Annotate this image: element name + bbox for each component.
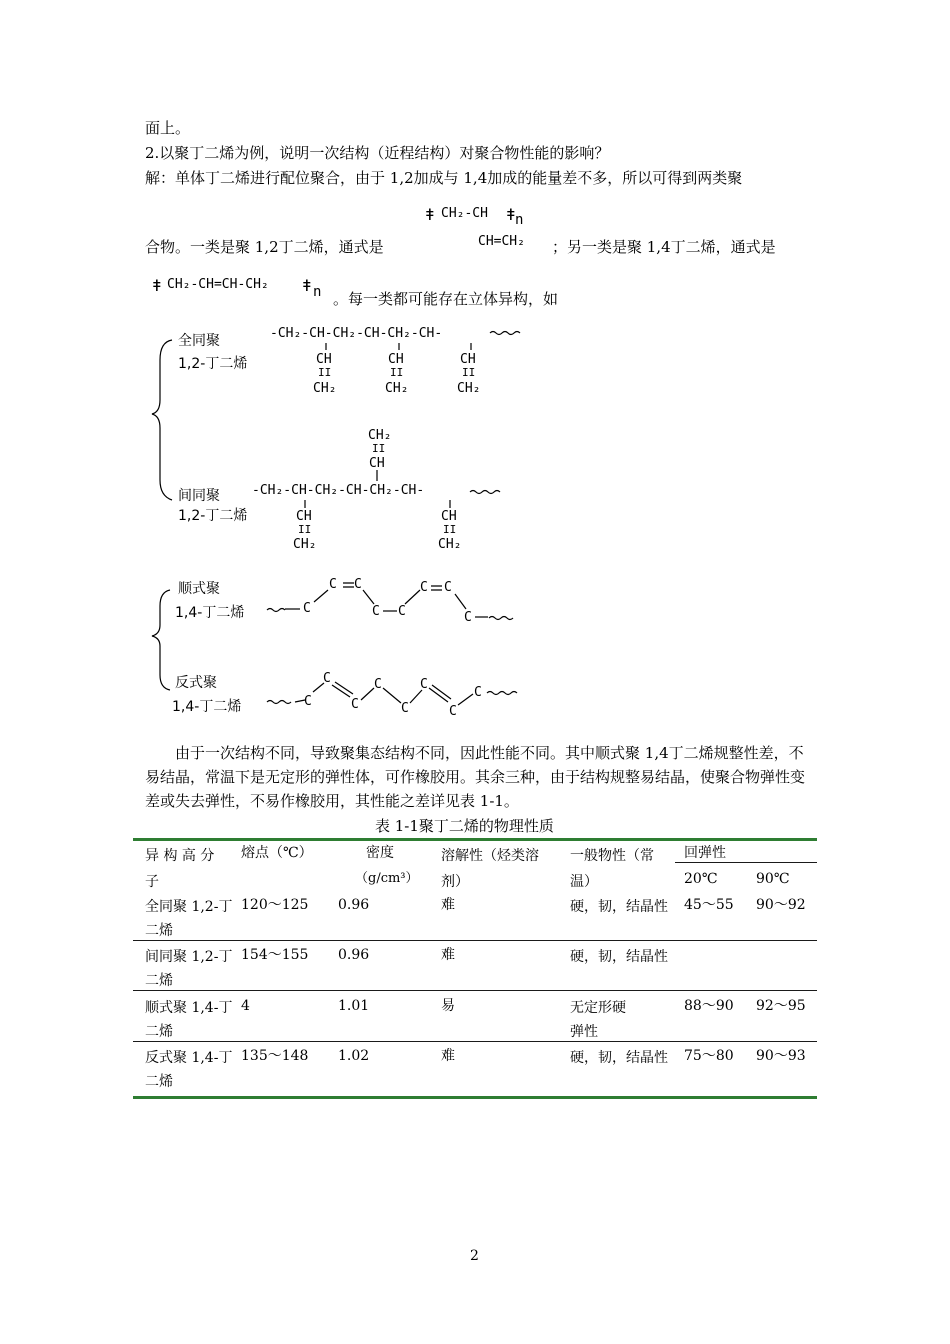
syn-ch-1: CH [296,509,312,524]
cell-solubility: 难 [441,897,455,913]
cell-density: 0.96 [338,897,370,913]
cell-density: 1.01 [338,998,370,1014]
brace-14 [152,590,170,690]
header-general: 一般物性（常温） [570,848,654,890]
cell-solubility: 易 [441,998,455,1014]
formula-14-n: n [313,284,322,300]
iso-ch-3: CH [460,352,476,367]
cis-c3: C [354,577,362,592]
cell-name: 全同聚 1,2-丁二烯 [145,899,233,939]
trans-c6: C [420,677,428,692]
label-cis-sub: 1,4-丁二烯 [175,605,245,621]
brace-12 [152,340,172,500]
trans-c3: C [351,697,359,712]
iso-dbl-2: II [390,366,404,379]
cell-general: 硬，韧，结晶性 [570,899,668,915]
syn-top-dbl: II [372,442,386,455]
question-2: 2.以聚丁二烯为例，说明一次结构（近程结构）对聚合物性能的影响？ [145,144,610,162]
header-density-unit: （g/cm³） [355,871,419,886]
header-20c: 20℃ [684,871,718,887]
header-mp: 熔点（℃） [241,845,313,861]
iso-ch2-3: CH₂ [457,381,481,396]
iso-ch2-1: CH₂ [313,381,337,396]
iso-ch-2: CH [388,352,404,367]
formula-12-n: n [515,212,524,228]
cis-c2: C [329,577,337,592]
header-isomer: 异 构 高 分 子 [145,848,215,890]
cell-density: 1.02 [338,1048,370,1064]
syn-top-ch: CH [369,456,385,471]
iso-ch-1: CH [316,352,332,367]
formula-14-bracket-right: ǂ [302,276,312,295]
syn-ch2-2: CH₂ [438,537,462,552]
label-isotactic: 全同聚 [178,333,220,349]
formula-bracket-left: ǂ [425,205,435,224]
trans-c1: C [304,694,312,709]
formula-bracket-right: ǂ [506,205,516,224]
cis-c1: C [303,601,311,616]
answer-line-2a: 合物。一类是聚 1,2丁二烯，通式是 [145,238,384,256]
label-syndiotactic-sub: 1,2-丁二烯 [178,508,248,524]
header-solubility: 溶解性（烃类溶剂） [441,848,539,890]
syn-top-ch2: CH₂ [368,428,392,443]
isotactic-chain: -CH₂-CH-CH₂-CH-CH₂-CH- [270,326,443,341]
formula-14-bracket-left: ǂ [152,276,162,295]
answer-line-3: 。每一类都可能存在立体异构，如 [333,290,559,308]
trans-c8: C [474,685,482,700]
syn-dbl-1: II [298,523,312,536]
cell-general: 无定形硬弹性 [570,1000,626,1040]
table-bottom-rule [133,1096,817,1099]
syn-dbl-2: II [443,523,457,536]
cell-mp: 135～148 [241,1048,309,1064]
cell-e20: 88～90 [684,998,734,1014]
cis-c7: C [444,580,452,595]
label-isotactic-sub: 1,2-丁二烯 [178,356,248,372]
header-elasticity: 回弹性 [684,845,726,861]
cis-c5: C [398,604,406,619]
cell-e20: 45～55 [684,897,734,913]
answer-line-1: 解：单体丁二烯进行配位聚合，由于 1,2加成与 1,4加成的能量差不多，所以可得到两类聚 [145,169,743,187]
answer-line-2b: ；另一类是聚 1,4丁二烯，通式是 [552,238,776,256]
trans-c7: C [449,704,457,719]
cell-name: 顺式聚 1,4-丁二烯 [145,1000,233,1040]
header-90c: 90℃ [756,871,790,887]
label-cis: 顺式聚 [178,581,220,597]
cis-c8: C [464,610,472,625]
cell-name: 间同聚 1,2-丁二烯 [145,949,233,989]
cell-name: 反式聚 1,4-丁二烯 [145,1050,233,1090]
cell-solubility: 难 [441,947,455,963]
iso-dbl-3: II [462,366,476,379]
iso-ch2-2: CH₂ [385,381,409,396]
table-top-rule [133,838,817,841]
page-number: 2 [470,1248,479,1264]
cell-mp: 120～125 [241,897,309,913]
formula-12-side: CH=CH₂ [478,234,525,249]
cell-e90: 90～93 [756,1048,806,1064]
header-density: 密度 [366,845,394,861]
trans-c5: C [401,701,409,716]
trans-c2: C [323,671,331,686]
syn-ch2-1: CH₂ [293,537,317,552]
table-caption: 表 1-1聚丁二烯的物理性质 [375,817,554,835]
cell-solubility: 难 [441,1048,455,1064]
explanation-paragraph: 由于一次结构不同，导致聚集态结构不同，因此性能不同。其中顺式聚 1,4丁二烯规整性差，不易结晶，常温下是无定形的弹性体，可作橡胶用。其余三种，由于结构规整易结晶，使聚合物弹性变差或失去弹性，不易作橡胶用，其性能之差详见表 1-1。 [145,744,806,810]
trans-c4: C [374,677,382,692]
label-syndiotactic: 间同聚 [178,488,220,504]
cell-e90: 90～92 [756,897,806,913]
label-trans-sub: 1,4-丁二烯 [172,699,242,715]
syndiotactic-chain: -CH₂-CH-CH₂-CH-CH₂-CH- [252,483,425,498]
cis-c4: C [372,604,380,619]
cell-general: 硬，韧，结晶性 [570,1050,668,1066]
iso-dbl-1: II [318,366,332,379]
intro-line: 面上。 [145,119,191,137]
cell-general: 硬，韧，结晶性 [570,949,668,965]
label-trans: 反式聚 [175,675,217,691]
formula-14: CH₂-CH=CH-CH₂ [167,277,269,292]
syn-ch-2: CH [441,509,457,524]
cell-density: 0.96 [338,947,370,963]
cell-e20: 75～80 [684,1048,734,1064]
cell-mp: 4 [241,998,250,1014]
cell-mp: 154～155 [241,947,309,963]
cis-c6: C [420,580,428,595]
formula-12-main: CH₂-CH [441,206,488,221]
cell-e90: 92～95 [756,998,806,1014]
